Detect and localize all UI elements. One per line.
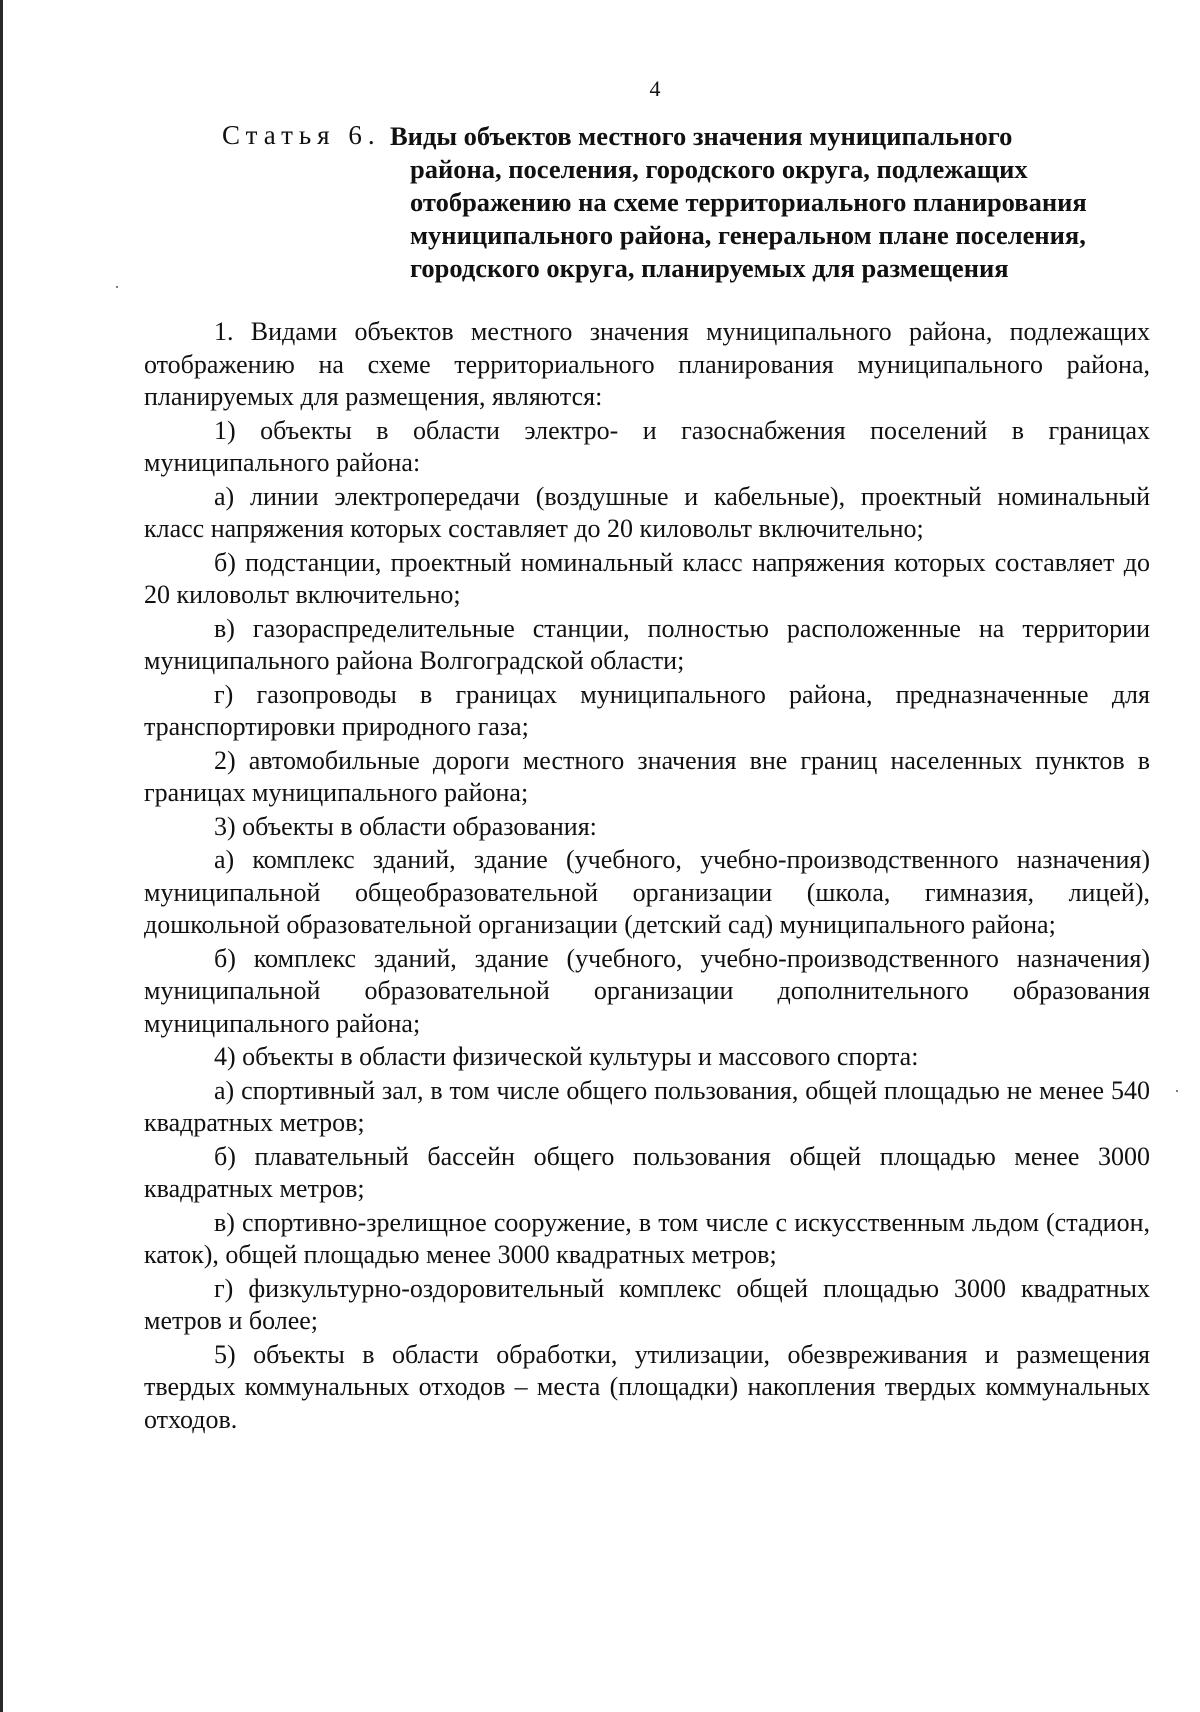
paragraph: б) плавательный бассейн общего пользования общей площадью менее 3000 квадратных метров; — [144, 1141, 1150, 1203]
article-label: Статья 6. — [222, 120, 381, 150]
paragraph: б) комплекс зданий, здание (учебного, учебно-производственного назначения) муниципальной образовательной организации дополнительного образования муниципального района; — [144, 943, 1150, 1038]
article-title-line: отображению на схеме территориального планирования — [410, 187, 1087, 217]
paragraph: в) спортивно-зрелищное сооружение, в том числе с искусственным льдом (стадион, каток), общей площадью менее 3000 квадратных метров; — [144, 1207, 1150, 1269]
paragraph: в) газораспределительные станции, полностью расположенные на территории муниципального района Волгоградской области; — [144, 613, 1150, 675]
scan-speck — [116, 286, 118, 288]
paragraph: 3) объекты в области образования: — [214, 811, 597, 841]
paragraph: 1. Видами объектов местного значения муниципального района, подлежащих отображению на схеме территориального планирования муниципального района, планируемых для размещения, являются: — [144, 317, 1150, 411]
paragraph: а) спортивный зал, в том числе общего пользования, общей площадью не менее 540 квадратных метров; — [144, 1075, 1150, 1137]
paragraph: 2) автомобильные дороги местного значения вне границ населенных пунктов в границах муниципального района; — [144, 745, 1150, 807]
article-title-line: муниципального района, генеральном плане поселения, — [410, 220, 1086, 250]
paragraph: 5) объекты в области обработки, утилизации, обезвреживания и размещения твердых коммунальных отходов – места (площадки) накопления твердых коммунальных отходов. — [144, 1339, 1150, 1434]
article-title-line: района, поселения, городского округа, подлежащих — [410, 154, 1028, 184]
paragraph: г) физкультурно-оздоровительный комплекс общей площадью 3000 квадратных метров и более; — [144, 1273, 1150, 1335]
paragraph: а) комплекс зданий, здание (учебного, учебно-производственного назначения) муниципальной общеобразовательной организации (школа, гимназия, лицей), дошкольной образовательной организации (детский сад) муниципального района; — [144, 845, 1150, 939]
article-title-line: Виды объектов местного значения муниципального — [390, 121, 1013, 151]
paragraph: г) газопроводы в границах муниципального района, предназначенные для транспортировки природного газа; — [144, 679, 1150, 741]
paragraph: б) подстанции, проектный номинальный класс напряжения которых составляет до 20 киловольт включительно; — [144, 547, 1150, 609]
article-title-line: городского округа, планируемых для размещения — [410, 253, 1009, 283]
page-number: 4 — [649, 76, 661, 101]
scan-edge — [0, 0, 3, 1712]
paragraph: а) линии электропередачи (воздушные и кабельные), проектный номинальный класс напряжения которых составляет до 20 киловольт включительно; — [144, 481, 1150, 543]
paragraph: 1) объекты в области электро- и газоснабжения поселений в границах муниципального района: — [144, 415, 1150, 477]
article-body — [144, 316, 1150, 1436]
article-title — [390, 120, 1120, 285]
scan-speck — [1176, 1090, 1178, 1092]
paragraph: 4) объекты в области физической культуры и массового спорта: — [214, 1042, 919, 1071]
